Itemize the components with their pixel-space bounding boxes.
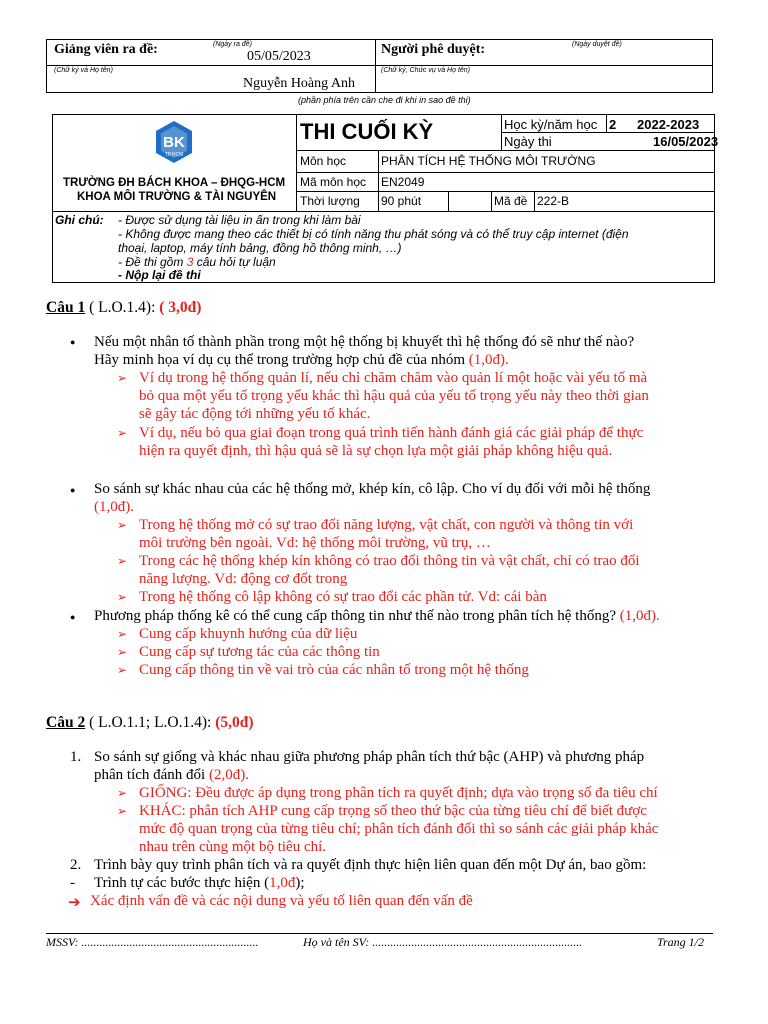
right-arrow-icon: ➔ [68, 895, 81, 911]
q2-dash: - [70, 875, 75, 891]
q1-a7: Cung cấp sự tương tác của các thông tin [139, 644, 380, 660]
q1-a4-line2: năng lượng. Vd: động cơ đốt trong [139, 571, 348, 587]
q1-b2-points: (1,0đ). [94, 499, 134, 515]
exam-creation-date: 05/05/2023 [247, 49, 311, 64]
q2-a3: Xác định vấn đề và các nội dung và yếu tố liên quan đến vấn đề [90, 893, 473, 909]
q1-a1-line3: sẽ gây tác động tới những yếu tố khác. [139, 406, 371, 422]
bk-logo [154, 120, 194, 164]
exam-date-value: 16/05/2023 [653, 134, 719, 149]
note-2b: thoại, laptop, máy tính bảng, đồng hồ thông minh, …) [118, 241, 402, 255]
q2-a2-line3: nhau trên cùng một bộ tiêu chí. [139, 839, 327, 855]
note-2a: - Không được mang theo các thiết bị có tính năng thu phát sóng và có thể truy cập internet (điện [118, 227, 629, 241]
cut-note: (phần phía trên cần che đi khi in sao đề thi) [298, 95, 471, 105]
q1-a2-line1: Ví dụ, nếu bỏ qua giai đoạn trong quá trình tiến hành đánh giá các giải pháp để thực [139, 425, 644, 441]
q1-heading: Câu 1 ( L.O.1.4): ( 3,0đ) [46, 299, 202, 316]
q2-item1-line2: phân tích đánh đổi (2,0đ). [94, 767, 249, 783]
bullet-icon: ● [70, 612, 76, 622]
q2-a2-line1: KHÁC: phân tích AHP cung cấp trọng số theo thứ bậc của từng tiêu chí để biết được [139, 803, 647, 819]
school-year-value: 2022-2023 [637, 117, 700, 132]
q1-a1-line1: Ví dụ trong hệ thống quản lí, nếu chỉ chăm chăm vào quản lí một hoặc vài yếu tố mà [139, 370, 648, 386]
exam-code-label: Mã đề [494, 194, 528, 208]
duration-value: 90 phút [381, 194, 422, 208]
school-line-2: KHOA MÔI TRƯỜNG & TÀI NGUYÊN [77, 191, 277, 203]
q2-a1: GIỐNG: Đều được áp dụng trong phân tích ra quyết định; dựa vào trọng số đa tiêu chí [139, 785, 658, 801]
footer-page-number: Trang 1/2 [657, 935, 705, 949]
q2-item1-number: 1. [70, 749, 82, 765]
course-code-value: EN2049 [381, 175, 425, 189]
arrow-icon: ➢ [117, 590, 128, 604]
q1-a2-line2: hiện ra quyết định, thì hậu quả sẽ là sự chọn lựa một giải pháp không hiệu quả. [139, 443, 613, 459]
lecturer-sign-hint: (Chữ ký và Họ tên) [54, 67, 113, 74]
q2-item2-number: 2. [70, 857, 82, 873]
school-line-1: TRƯỜNG ĐH BÁCH KHOA – ĐHQG-HCM [63, 177, 286, 189]
arrow-icon: ➢ [117, 426, 128, 440]
q1-b3: Phương pháp thống kê có thể cung cấp thông tin như thế nào trong phân tích hệ thống? (1,0đ). [94, 608, 660, 624]
q1-b2-line1: So sánh sự khác nhau của các hệ thống mở, khép kín, cô lập. Cho ví dụ đối với mỗi hệ thống [94, 481, 651, 497]
arrow-icon: ➢ [117, 518, 128, 532]
arrow-icon: ➢ [117, 663, 128, 677]
q1-a1-line2: bỏ qua một yếu tố trọng yếu khác thì hậu quả của yếu tố trọng yếu này theo thời gian [139, 388, 649, 404]
q2-item2: Trình bày quy trình phân tích và ra quyết định thực hiện liên quan đến một Dự án, bao gồm: [94, 857, 647, 873]
footer-student-name: Họ và tên SV: ...................................................................... [303, 935, 583, 949]
duration-label: Thời lượng [300, 194, 360, 208]
bullet-icon: ● [70, 485, 76, 495]
lecturer-name: Nguyễn Hoàng Anh [243, 76, 355, 91]
subject-value: PHÂN TÍCH HỆ THỐNG MÔI TRƯỜNG [381, 154, 596, 168]
footer-student-id: MSSV: ........................................................... [46, 935, 259, 949]
arrow-icon: ➢ [117, 786, 128, 800]
q2-a2-line2: mức độ quan trọng của từng tiêu chí; phân tích đánh đổi thì so sánh các giải pháp khác [139, 821, 659, 837]
note-1: - Được sử dụng tài liệu in ấn trong khi làm bài [118, 213, 361, 227]
exam-date-label: Ngày thi [504, 134, 552, 149]
note-label: Ghi chú: [55, 213, 104, 227]
arrow-icon: ➢ [117, 371, 128, 385]
exam-date-hint: (Ngày ra đề) [213, 41, 252, 48]
approval-divider-horizontal [47, 65, 712, 66]
q2-heading: Câu 2 ( L.O.1.1; L.O.1.4): (5,0đ) [46, 714, 254, 731]
exam-title: THI CUỐI KỲ [300, 119, 434, 144]
logo-text: BK [163, 134, 185, 151]
approver-sign-hint: (Chữ ký, Chức vụ và Họ tên) [381, 67, 471, 74]
q1-a3-line1: Trong hệ thống mở có sự trao đổi năng lượng, vật chất, con người và thông tin với [139, 517, 634, 533]
q1-a6: Cung cấp khuynh hướng của dữ liệu [139, 626, 358, 642]
q2-item1-line1: So sánh sự giống và khác nhau giữa phương pháp phân tích thứ bậc (AHP) và phương pháp [94, 749, 645, 765]
note-4: - Nộp lại đề thi [118, 268, 201, 282]
approver-date-hint: (Ngày duyệt đề) [572, 41, 622, 48]
q1-a3-line2: môi trường bên ngoài. Vd: hệ thống môi trường, vũ trụ, … [139, 535, 491, 551]
exam-info-box [52, 114, 719, 283]
q1-b1-line1: Nếu một nhân tố thành phần trong một hệ thống bị khuyết thì hệ thống đó sẽ như thế nào? [94, 334, 635, 350]
arrow-icon: ➢ [117, 645, 128, 659]
approval-box [46, 39, 713, 93]
logo-subtext: TP.HCM [164, 152, 184, 158]
q1-a5: Trong hệ thống cô lập không có sự trao đổi các phần tử. Vd: cái bàn [139, 589, 547, 605]
exam-code-value: 222-B [537, 194, 570, 208]
arrow-icon: ➢ [117, 554, 128, 568]
course-code-label: Mã môn học [300, 175, 367, 189]
note-3: - Đề thi gồm 3 câu hỏi tự luận [118, 255, 276, 269]
q1-a4-line1: Trong các hệ thống khép kín không có trao đổi thông tin và vật chất, chỉ có trao đổi [139, 553, 640, 569]
q2-item3: Trình tự các bước thực hiện (1,0đ); [94, 875, 305, 891]
q1-b1-line2: Hãy minh họa ví dụ cụ thể trong trường hợp chủ đề của nhóm (1,0đ). [94, 352, 509, 368]
approver-label: Người phê duyệt: [381, 42, 486, 57]
arrow-icon: ➢ [117, 804, 128, 818]
q1-a8: Cung cấp thông tin về vai trò của các nhân tố trong một hệ thống [139, 662, 529, 678]
footer-rule [46, 933, 713, 934]
semester-value: 2 [609, 117, 617, 132]
lecturer-label: Giảng viên ra đề: [54, 42, 158, 57]
bullet-icon: ● [70, 337, 76, 347]
semester-label: Học kỳ/năm học [504, 117, 598, 132]
subject-label: Môn học [300, 154, 347, 168]
approval-divider-vertical [375, 40, 376, 93]
arrow-icon: ➢ [117, 627, 128, 641]
